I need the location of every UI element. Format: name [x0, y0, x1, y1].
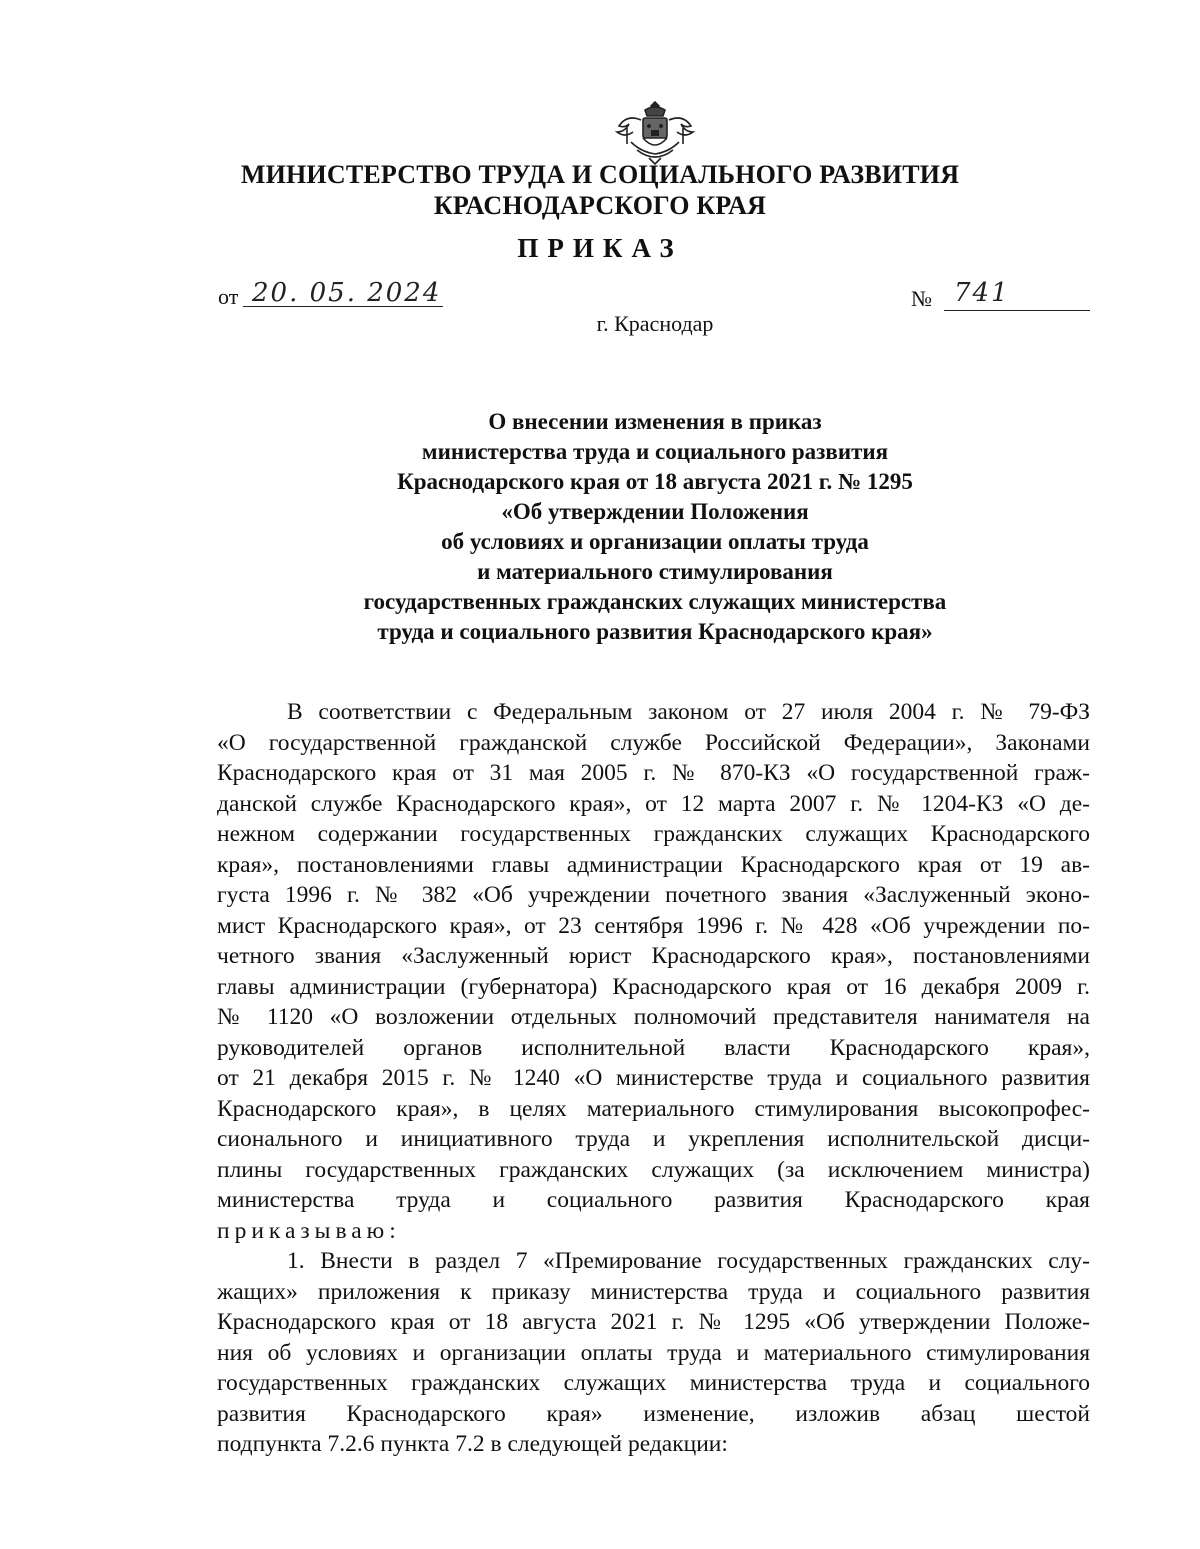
body-line: от 21 декабря 2015 г. № 1240 «О министерстве труда и социального развития — [217, 1065, 1090, 1091]
title-line: О внесении изменения в приказ — [488, 409, 822, 434]
document-type: ПРИКАЗ — [517, 233, 683, 263]
document-date: 20. 05. 2024 — [252, 278, 442, 308]
body-line: Краснодарского края от 18 августа 2021 г. № 1295 «Об утверждении Положе- — [217, 1309, 1090, 1335]
body-line: данской службе Краснодарского края», от 12 марта 2007 г. № 1204-КЗ «О де- — [217, 790, 1090, 817]
body-line: «О государственной гражданской службе Российской Федерации», Законами — [217, 729, 1090, 756]
body-line: сионального и инициативного труда и укрепления исполнительской дисци- — [217, 1126, 1090, 1152]
document-title — [200, 407, 1110, 647]
body-line: развития Краснодарского края» изменение, изложив абзац шестой — [217, 1400, 1090, 1427]
body-line: мист Краснодарского края», от 23 сентября 1996 г. № 428 «Об учреждении по- — [217, 912, 1090, 939]
body-line: подпункта 7.2.6 пункта 7.2 в следующей редакции: — [217, 1431, 728, 1457]
city: г. Краснодар — [596, 311, 714, 336]
body-line: министерства труда и социального развития Краснодарского края — [217, 1187, 1090, 1213]
body-line: государственных гражданских служащих министерства труда и социального — [217, 1370, 1090, 1396]
title-line: об условиях и организации оплаты труда — [441, 529, 869, 554]
body-line: густа 1996 г. № 382 «Об учреждении почетного звания «Заслуженный эконо- — [217, 882, 1090, 908]
body-line: плины государственных гражданских служащих (за исключением министра) — [217, 1156, 1090, 1183]
title-line: министерства труда и социального развития — [421, 439, 889, 464]
body-line: ния об условиях и организации оплаты труда и материального стимулирования — [217, 1339, 1090, 1366]
krasnodar-krai-coat-of-arms-icon — [609, 98, 701, 166]
body-line: края», постановлениями главы администрации Краснодарского края от 19 ав- — [217, 851, 1090, 878]
number-prefix: № — [911, 286, 932, 311]
body-line: руководителей органов исполнительной власти Краснодарского края», — [217, 1034, 1090, 1061]
ministry-name-line1: МИНИСТЕРСТВО ТРУДА И СОЦИАЛЬНОГО РАЗВИТИЯ — [240, 160, 960, 189]
ministry-name-line2: КРАСНОДАРСКОГО КРАЯ — [433, 191, 767, 220]
body-line: № 1120 «О возложении отдельных полномочий представителя нанимателя на — [217, 1004, 1090, 1030]
document-number: 741 — [954, 278, 1010, 308]
title-line: и материального стимулирования — [477, 559, 833, 584]
body-line: В соответствии с Федеральным законом от 27 июля 2004 г. № 79-ФЗ — [287, 699, 1090, 725]
body-line: Краснодарского края от 31 мая 2005 г. № 870-КЗ «О государственной граж- — [217, 760, 1090, 786]
body-line-order-word: приказываю: — [217, 1217, 401, 1244]
body-line: главы администрации (губернатора) Краснодарского края от 16 декабря 2009 г. — [217, 973, 1090, 1000]
title-line: Краснодарского края от 18 августа 2021 г. № 1295 — [397, 469, 913, 494]
body-line: жащих» приложения к приказу министерства труда и социального развития — [217, 1278, 1090, 1305]
document-body — [217, 697, 1090, 1460]
body-line: нежном содержании государственных гражданских служащих Краснодарского — [217, 821, 1090, 847]
body-line: 1. Внести в раздел 7 «Премирование государственных гражданских слу- — [287, 1248, 1090, 1274]
body-line: четного звания «Заслуженный юрист Краснодарского края», постановлениями — [217, 943, 1090, 969]
date-prefix: от — [218, 284, 239, 309]
body-line: Краснодарского края», в целях материального стимулирования высокопрофес- — [217, 1095, 1090, 1122]
title-line: труда и социального развития Краснодарского края» — [377, 619, 933, 644]
title-line: «Об утверждении Положения — [501, 499, 809, 524]
title-line: государственных гражданских служащих министерства — [363, 589, 947, 614]
